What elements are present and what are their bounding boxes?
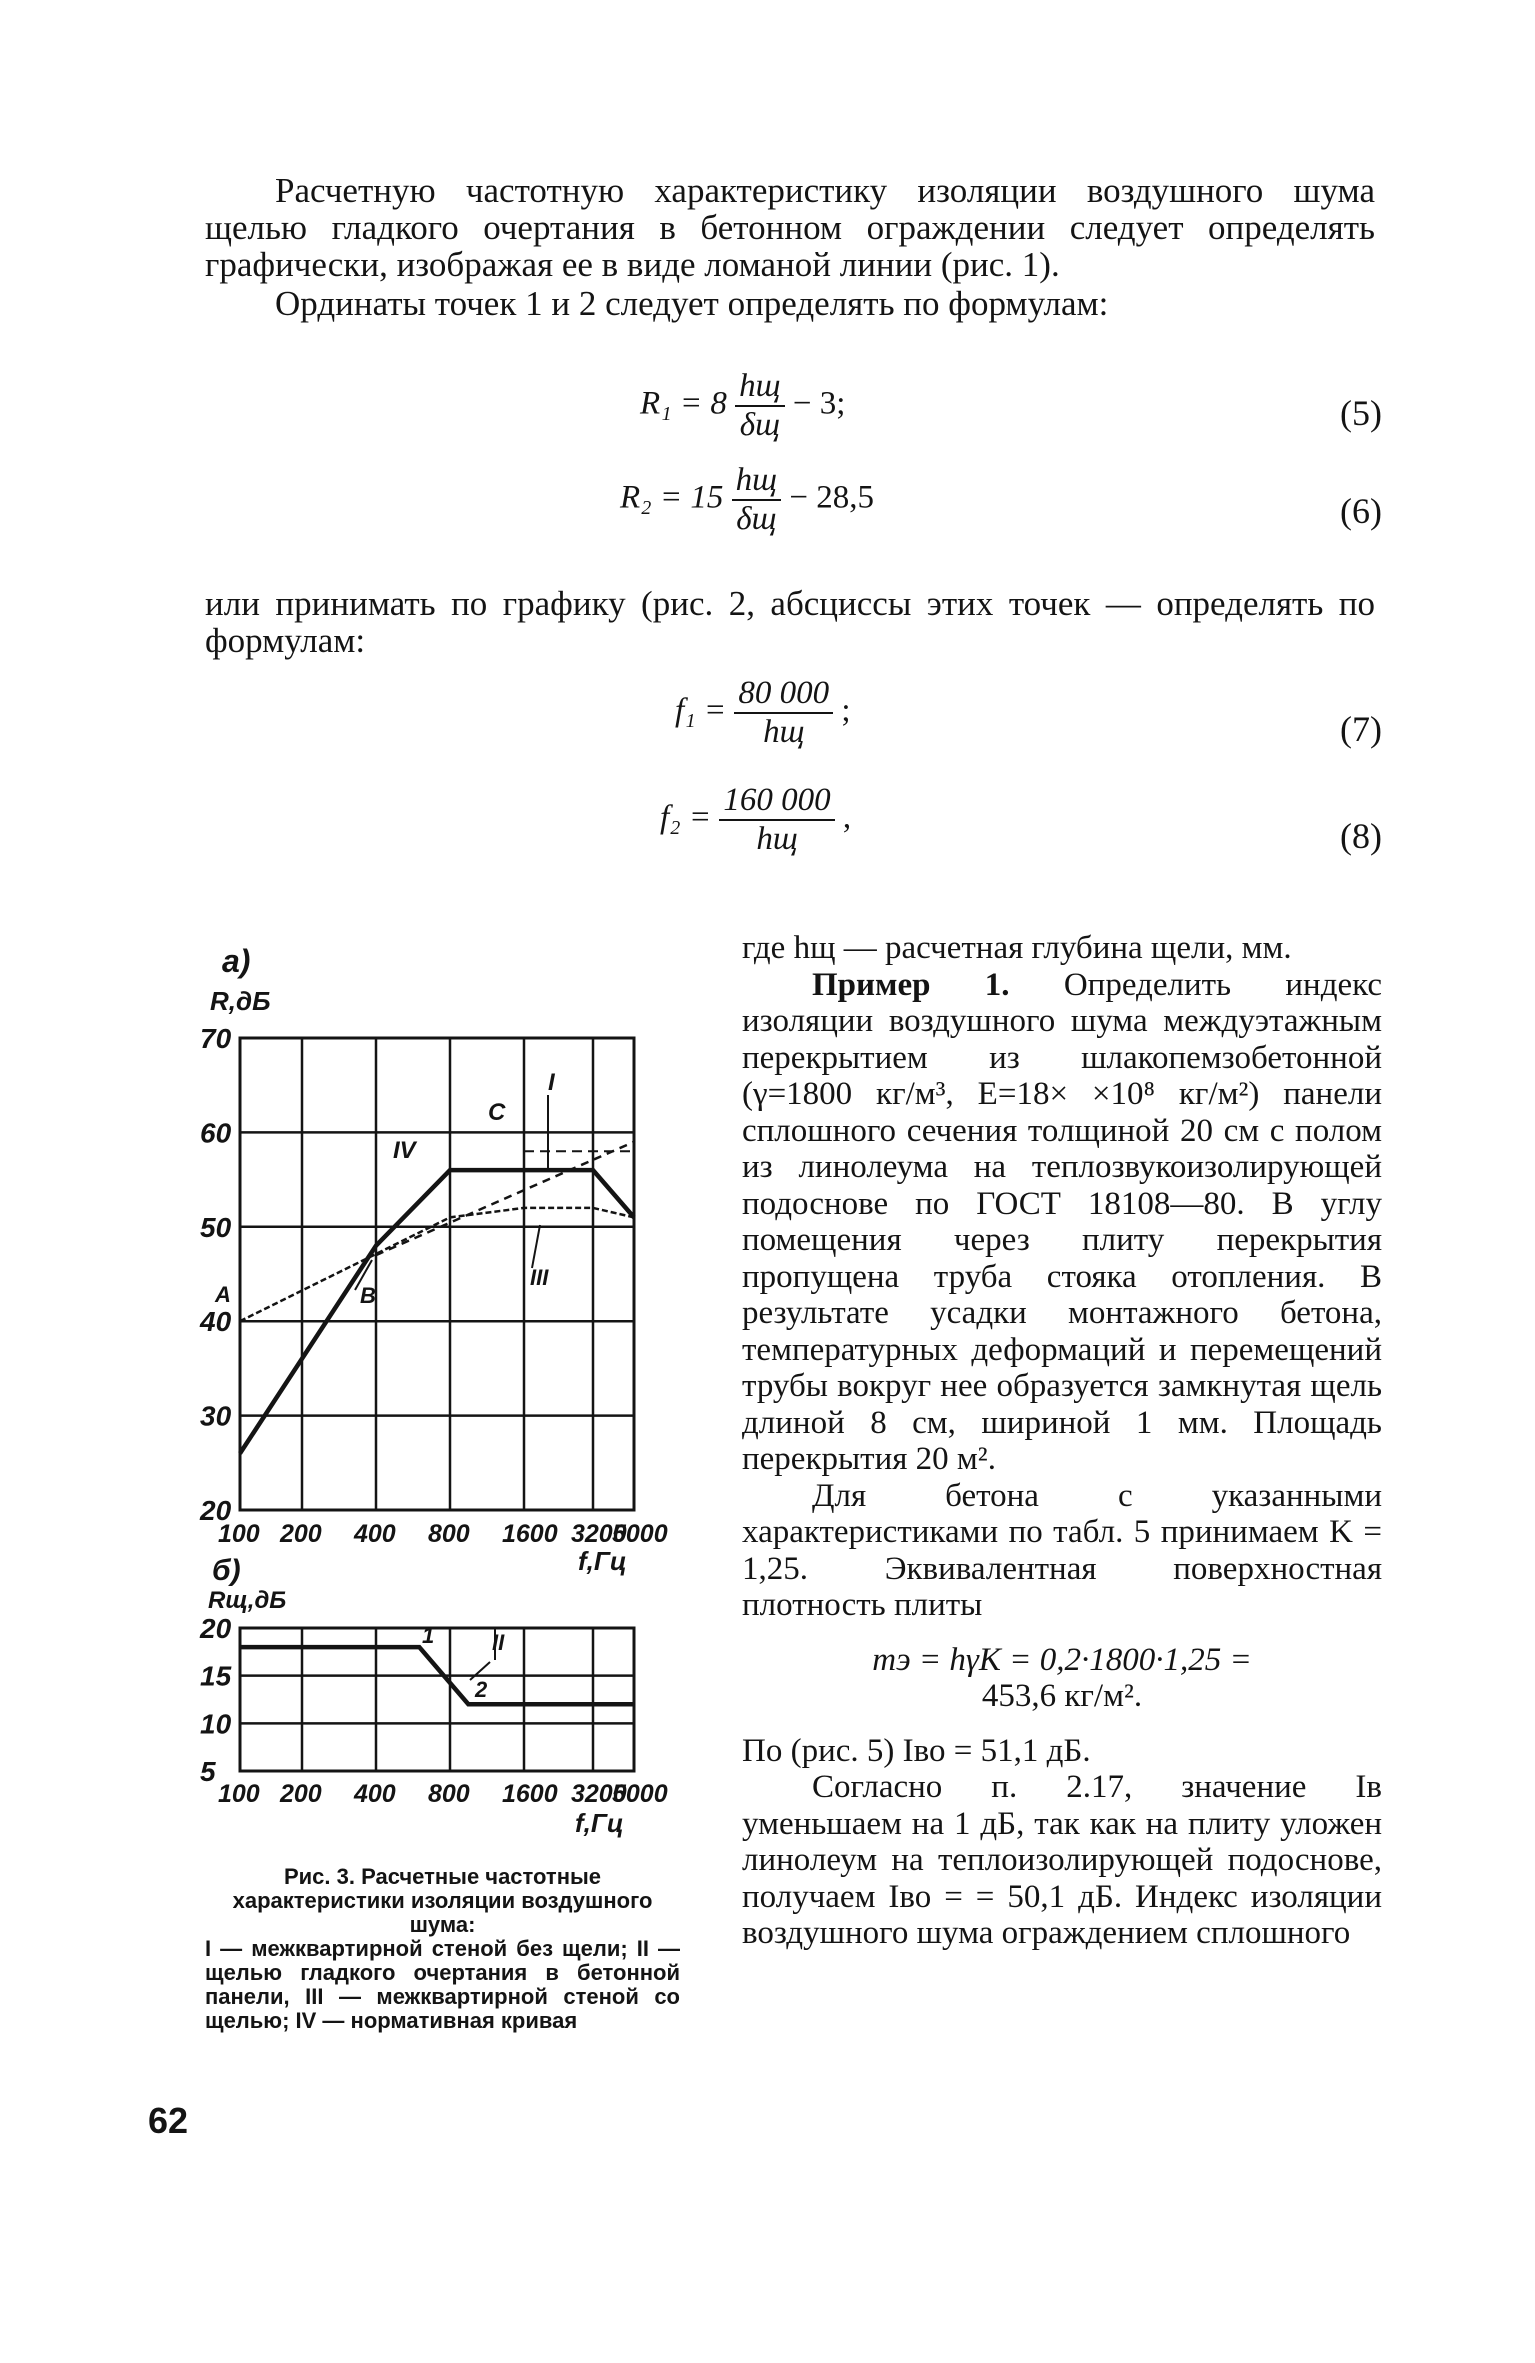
annotation-2: 2 [475, 1677, 488, 1702]
equation-line: mэ = hγK = 0,2·1800·1,25 = [872, 1641, 1252, 1678]
ytick-label: 30 [200, 1400, 232, 1432]
ytick-label: 20 [200, 1613, 232, 1644]
series-line-iv [240, 1170, 634, 1453]
formula-number: (5) [1340, 393, 1382, 433]
xtick-label: 800 [428, 1780, 470, 1808]
example-text: Определить индекс изоляции воздушного шума междуэтажным перекрытием из шлакопемзобетонной (γ=1800 кг/м³, E=18× ×10⁸ кг/м²) панели сплошного сечения толщиной 20 см с полом из линолеума на теплозвукоизолирующей подоснове по ГОСТ 18108—80. В углу помещения через плиту перекрытия пропущена труба стояка отопления. В результате усадки монтажного бетона, температурных деформаций и перемещений трубы вокруг нее образуется замкнутая щель длиной 8 см, шириной 1 мм. Площадь перекрытия 20 м². [742, 966, 1383, 1477]
chart-a-xlabel: f,Гц [578, 1546, 627, 1576]
example-paragraph [742, 967, 1382, 1478]
formula-lhs: R₂ = 15 [620, 479, 724, 516]
page-number: 62 [148, 2100, 189, 2141]
numerator: hщ [732, 462, 781, 501]
xtick-label: 3200 [571, 1780, 627, 1808]
chart-b-series [240, 1628, 634, 1704]
chart-b-frame [240, 1628, 634, 1771]
chart-a-xticks [218, 1520, 668, 1548]
right-column [742, 930, 1382, 1952]
formula-rest: , [842, 799, 852, 836]
concrete-paragraph: Для бетона с указанными характеристиками по табл. 5 принимаем K = 1,25. Эквивалентная поверхностная плотность плиты [742, 1477, 1382, 1623]
formula-lhs: f₁ = [675, 692, 727, 729]
numerator: 80 000 [734, 675, 833, 714]
xtick-label: 1600 [502, 1520, 558, 1548]
figure-caption-legend: I — межквартирной стеной без щели; II — щелью гладкого очертания в бетонной панели, III — межквартирной стеной со щелью; IV — нормативная кривая [205, 1936, 680, 2033]
xtick-label: 400 [354, 1780, 396, 1808]
annotation-iii: III [530, 1265, 549, 1290]
series-line-iii [240, 1208, 634, 1321]
numerator: 160 000 [719, 782, 834, 821]
formula-number: (7) [1340, 709, 1382, 749]
annotation-1: 1 [422, 1623, 435, 1648]
annotation-c: C [488, 1099, 506, 1126]
xtick-label: 5000 [612, 1520, 668, 1548]
intro-paragraph: Расчетную частотную характеристику изоляции воздушного шума щелью гладкого очертания в бетонном ограждении следует определять графически, изображая ее в виде ломаной линии (рис. 1). [205, 171, 1375, 284]
annotation-leader [532, 1225, 540, 1268]
fraction [734, 675, 833, 751]
fraction [735, 368, 784, 444]
formula-number: (8) [1340, 816, 1382, 856]
numerator: hщ [735, 368, 784, 407]
chart-a-ylabel: R,дБ [210, 986, 271, 1016]
formula-lhs: f₂ = [660, 799, 712, 836]
ytick-label: 15 [200, 1660, 232, 1692]
chart-a-grid [240, 1038, 634, 1510]
chart-a-series [240, 1095, 634, 1453]
xtick-label: 400 [354, 1520, 396, 1548]
xtick-label: 200 [280, 1780, 322, 1808]
formula-8 [660, 782, 851, 858]
ytick-label: 60 [200, 1117, 232, 1149]
chart-a-frame [240, 1038, 634, 1510]
figure-label-a: а) [222, 943, 251, 979]
ytick-label: 5 [200, 1756, 216, 1787]
denominator: δщ [736, 501, 777, 537]
fraction [719, 782, 834, 858]
denominator: hщ [756, 821, 798, 857]
equation-line: 453,6 кг/м². [981, 1678, 1143, 1714]
ytick-label: 70 [200, 1023, 232, 1054]
xtick-label: 200 [280, 1520, 322, 1548]
where-paragraph: где hщ — расчетная глубина щели, мм. [742, 930, 1292, 966]
annotation-iv: IV [393, 1137, 416, 1164]
xtick-label: 1600 [502, 1780, 558, 1808]
fig5-paragraph: По (рис. 5) Iво = 51,1 дБ. [742, 1732, 1091, 1769]
formula-number: (6) [1340, 491, 1382, 531]
chart-b-xlabel: f,Гц [575, 1808, 624, 1838]
chart-a-yticks [199, 1023, 232, 1526]
chart-b-xticks [218, 1780, 668, 1808]
formula-rest: − 3; [792, 385, 846, 422]
annotation-ii: II [492, 1630, 505, 1655]
annotation-b: B [360, 1283, 376, 1308]
fraction [732, 462, 781, 538]
final-paragraph: Согласно п. 2.17, значение Iв уменьшаем на 1 дБ, так как на плиту уложен линолеум на теплоизолирующей подоснове, получаем Iво = = 50,1 дБ. Индекс изоляции воздушного шума ограждением сплошного [742, 1769, 1382, 1951]
denominator: hщ [763, 714, 805, 750]
ytick-label: 20 [200, 1495, 232, 1526]
chart-b-ylabel: Rщ,дБ [208, 1587, 287, 1614]
formula-5 [640, 368, 845, 444]
formula-rest: ; [841, 692, 851, 729]
intro-paragraph-2: Ординаты точек 1 и 2 следует определять по формулам: [275, 284, 1109, 323]
denominator: δщ [739, 407, 780, 443]
figure-charts [180, 940, 700, 1880]
figure-caption-title: Рис. 3. Расчетные частотные характеристики изоляции воздушного шума: [232, 1864, 653, 1937]
figure-label-b: б) [212, 1554, 241, 1587]
formula-lhs: R₁ = 8 [640, 385, 727, 422]
annotation-i: I [548, 1069, 555, 1096]
example-label: Пример 1. [812, 966, 1010, 1003]
chart-b-yticks [199, 1613, 232, 1787]
ytick-label: 40 [200, 1306, 232, 1338]
ytick-label: 10 [200, 1708, 232, 1740]
xtick-label: 3200 [571, 1520, 627, 1548]
chart-b-grid [240, 1628, 634, 1771]
middle-paragraph: или принимать по графику (рис. 2, абсциссы этих точек — определять по формулам: [205, 584, 1375, 660]
xtick-label: 100 [218, 1780, 260, 1808]
formula-6 [620, 462, 874, 538]
ytick-label: 50 [200, 1211, 232, 1243]
formula-rest: − 28,5 [789, 479, 874, 516]
formula-7 [675, 675, 851, 751]
xtick-label: 5000 [612, 1780, 668, 1808]
annotation-a: A [215, 1282, 231, 1307]
xtick-label: 100 [218, 1520, 260, 1548]
xtick-label: 800 [428, 1520, 470, 1548]
